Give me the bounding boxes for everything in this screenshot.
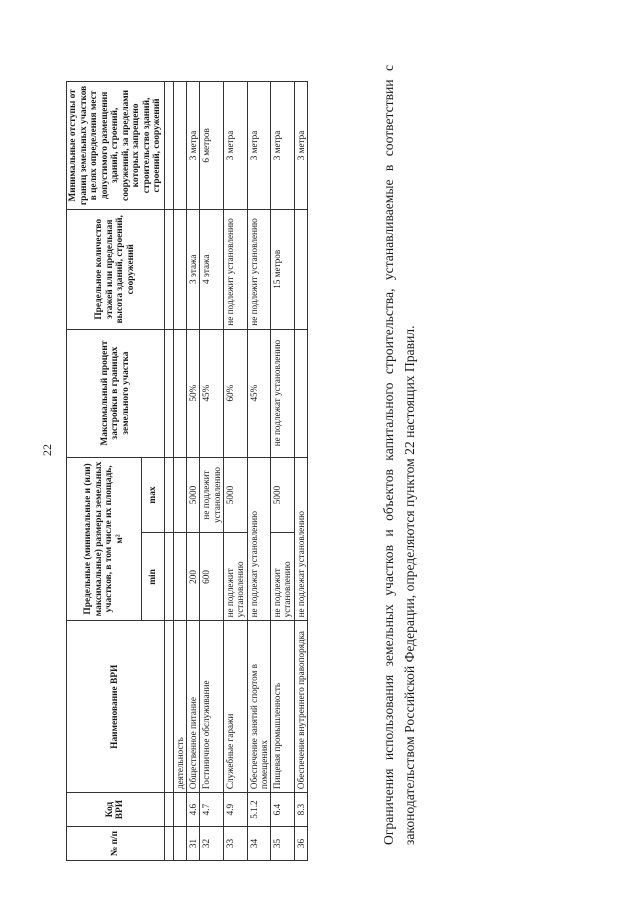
header-name: Наименование ВРИ [67,621,165,793]
row-name: Служебные гаражи [223,621,247,793]
row-setback: 6 метров [200,82,224,210]
row-max: 5000 [271,457,295,533]
row-min: 200 [187,533,200,621]
row-setback: 3 метра [187,82,200,210]
row-num: 33 [223,827,247,861]
row-floors: не подлежит установлению [223,209,247,329]
table-row [200,82,224,861]
table-row [187,82,200,861]
row-percent [294,329,307,457]
table-row [271,82,295,861]
row-name: Обеспечение внутреннего правопорядка [294,621,307,793]
row-name: Общественное питание [187,621,200,793]
row-floors: 15 метров [271,209,295,329]
row-num: 31 [187,827,200,861]
row-max: 5000 [223,457,247,533]
row-floors: 4 этажа [200,209,224,329]
row-percent: 50% [187,329,200,457]
row-num: 36 [294,827,307,861]
header-floors: Предельное количество этажей или предельная высота зданий, строений, сооружений [67,209,165,329]
row-setback: 3 метра [294,82,307,210]
row-name: Гостиничное обслуживание [200,621,224,793]
row-size-span: не подлежат установлению [247,457,271,621]
row-code: 8.3 [294,793,307,827]
row-setback: 3 метра [223,82,247,210]
header-setback: Минимальные отступы от границ земельных участков в целях определения мест допустимого размещения зданий, строений, сооружений, за пределами которых запрещено строительство зданий, строений, сооружений [67,82,165,210]
table-row [247,82,271,861]
page-number: 22 [40,444,54,456]
row-code: 4.6 [187,793,200,827]
row-name: Обеспечение занятий спортом в помещениях [247,621,271,793]
row-max: не подлежит установлению [200,457,224,533]
table-spacer-row [164,82,173,861]
row-size-span: не подлежат установлению [294,457,307,621]
row-floors: 3 этажа [187,209,200,329]
row-floors [294,209,307,329]
zoning-table [66,81,308,861]
row-min: не подлежит установлению [271,533,295,621]
row-code: 5.1.2 [247,793,271,827]
row-floors: не подлежит установлению [247,209,271,329]
row-num: 35 [271,827,295,861]
header-code: Код ВРИ [67,793,165,827]
row-num: 32 [200,827,224,861]
header-percent: Максимальный процент застройки в границах земельного участка [67,329,165,457]
header-size-group: Предельные (минимальные и (или) максимальные) размеры земельных участков, в том числе их площадь, м² [67,457,142,621]
row-code: 6.4 [271,793,295,827]
row-name: Пищевая промышленность [271,621,295,793]
header-max: max [142,457,165,533]
row-num: 34 [247,827,271,861]
continuation-cell: деятельность [173,621,186,793]
row-percent: не подлежат установлению [271,329,295,457]
row-min: 600 [200,533,224,621]
header-num: № п/п [67,827,165,861]
row-percent: 45% [200,329,224,457]
row-min: не подлежит установлению [223,533,247,621]
row-setback: 3 метра [247,82,271,210]
row-percent: 60% [223,329,247,457]
row-percent: 45% [247,329,271,457]
row-setback: 3 метра [271,82,295,210]
footnote-text: Ограничения использования земельных участков и объектов капитального строительства, устанавливаемые в соответствии с законодательством Российской Федерации, определяются пунктом 22 настоящих Правил. [381,65,418,845]
table-row [223,82,247,861]
header-min: min [142,533,165,621]
table-row [173,82,186,861]
row-code: 4.7 [200,793,224,827]
row-code: 4.9 [223,793,247,827]
row-max: 5000 [187,457,200,533]
table-row [294,82,307,861]
